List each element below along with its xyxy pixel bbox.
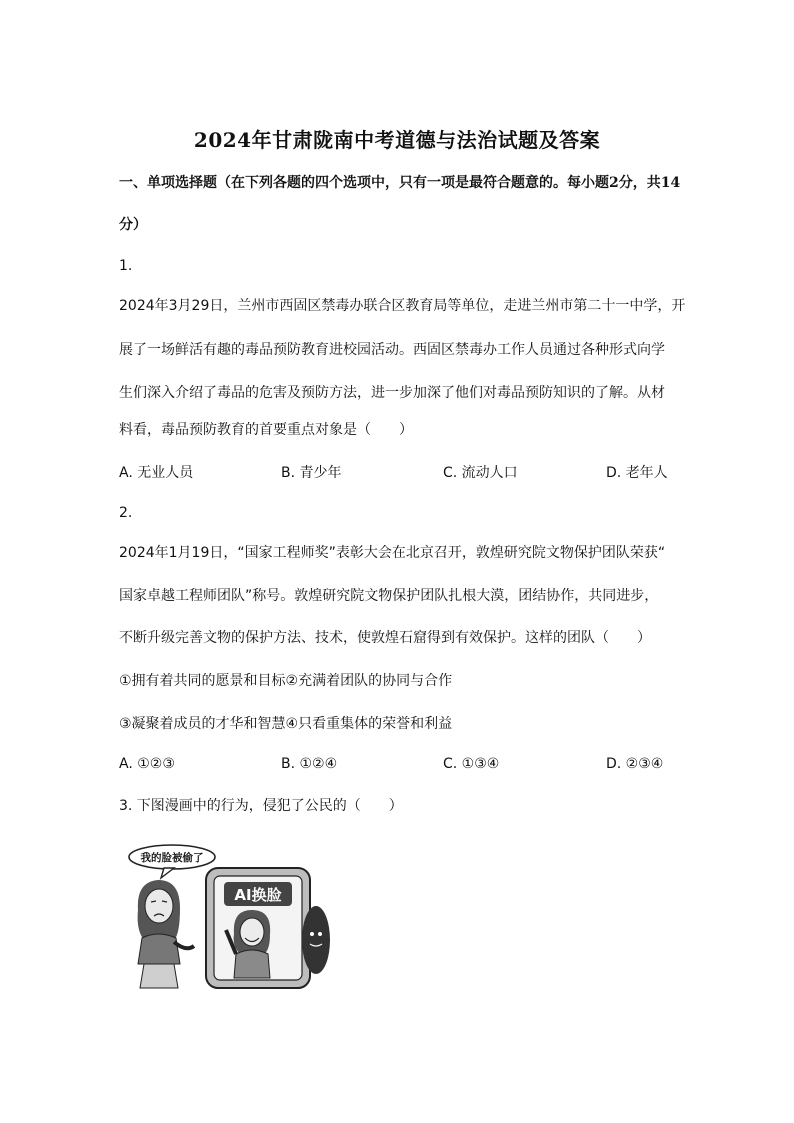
question-1-option-d[interactable]: D. 老年人 (606, 465, 668, 481)
section-heading-line1: 一、单项选择题（在下列各题的四个选项中，只有一项是最符合题意的。每小题2分，共14 (119, 175, 681, 191)
question-1-option-b[interactable]: B. 青少年 (281, 465, 342, 481)
section-heading-line2: 分） (119, 217, 147, 233)
page-title: 2024年甘肃陇南中考道德与法治试题及答案 (193, 128, 601, 152)
question-1-option-c[interactable]: C. 流动人口 (443, 465, 518, 481)
question-2-statements: ①拥有着共同的愿景和目标②充满着团队的协同与合作 (119, 673, 453, 689)
question-2-statements: ③凝聚着成员的才华和智慧④只看重集体的荣誉和利益 (119, 716, 453, 732)
ai-face-swap-cartoon (128, 842, 333, 992)
question-1-line: 2024年3月29日，兰州市西固区禁毒办联合区教育局等单位，走进兰州市第二十一中学，开 (119, 298, 686, 314)
question-3-stem: 3. 下图漫画中的行为，侵犯了公民的（ ） (119, 798, 403, 814)
question-1-line: 料看，毒品预防教育的首要重点对象是（ ） (119, 422, 413, 438)
question-2-line: 国家卓越工程师团队”称号。敦煌研究院文物保护团队扎根大漠，团结协作，共同进步， (119, 588, 659, 604)
question-2-option-a[interactable]: A. ①②③ (119, 756, 175, 772)
question-1-line: 展了一场鲜活有趣的毒品预防教育进校园活动。西固区禁毒办工作人员通过各种形式向学 (119, 342, 665, 358)
question-1-option-a[interactable]: A. 无业人员 (119, 465, 194, 481)
question-2-option-b[interactable]: B. ①②④ (281, 756, 338, 772)
question-2-option-d[interactable]: D. ②③④ (606, 756, 664, 772)
question-2-line: 2024年1月19日，“国家工程师奖”表彰大会在北京召开，敦煌研究院文物保护团队荣获“ (119, 545, 666, 561)
phone-screen-text: AI换脸 (234, 886, 282, 904)
speech-bubble-text: 我的脸被偷了 (140, 852, 204, 864)
question-1-line: 生们深入介绍了毒品的危害及预防方法，进一步加深了他们对毒品预防知识的了解。从材 (119, 385, 665, 401)
question-1-number: 1. (119, 258, 133, 274)
question-2-option-c[interactable]: C. ①③④ (443, 756, 500, 772)
question-2-line: 不断升级完善文物的保护方法、技术，使敦煌石窟得到有效保护。这样的团队（ ） (119, 630, 651, 646)
question-2-number: 2. (119, 505, 133, 521)
